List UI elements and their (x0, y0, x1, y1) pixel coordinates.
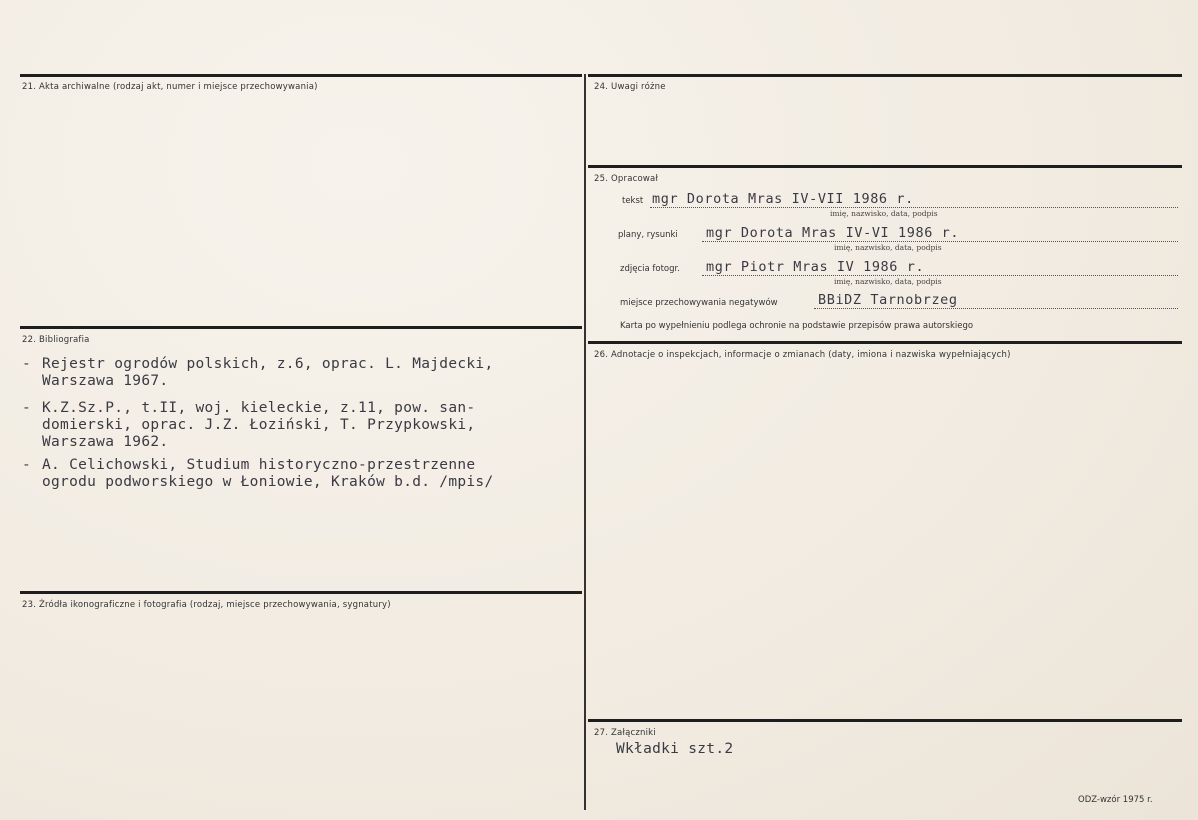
center-divider (584, 74, 586, 810)
bib-entry-2-line-2: domierski, oprac. J.Z. Łoziński, T. Przypkowski, (42, 417, 476, 433)
zdjecia-caption: imię, nazwisko, data, podpis (834, 277, 942, 286)
section-21-label: 21. Akta archiwalne (rodzaj akt, numer i miejsce przechowywania) (22, 82, 318, 92)
bib-entry-3-line-2: ogrodu podworskiego w Łoniowie, Kraków b.d. /mpis/ (42, 474, 494, 490)
bib-dash-3: - (22, 457, 31, 473)
bib-entry-1-line-2: Warszawa 1967. (42, 373, 169, 389)
top-rule-left (20, 74, 582, 77)
zdjecia-value: mgr Piotr Mras IV 1986 r. (706, 259, 925, 275)
plany-value: mgr Dorota Mras IV-VI 1986 r. (706, 225, 960, 241)
bib-dash-2: - (22, 400, 31, 416)
section-24-label: 24. Uwagi różne (594, 82, 666, 92)
tekst-dotted-line (650, 207, 1178, 208)
copyright-notice: Karta po wypełnieniu podlega ochronie na podstawie przepisów prawa autorskiego (620, 321, 974, 331)
form-code: ODZ-wzór 1975 r. (1078, 795, 1153, 805)
bib-entry-1-line-1: Rejestr ogrodów polskich, z.6, oprac. L. Majdecki, (42, 356, 494, 372)
section-25-rule (588, 165, 1182, 168)
bib-entry-2-line-1: K.Z.Sz.P., t.II, woj. kieleckie, z.11, pow. san- (42, 400, 476, 416)
section-27-label: 27. Załączniki (594, 728, 656, 738)
section-23-label: 23. Źródła ikonograficzne i fotografia (rodzaj, miejsce przechowywania, sygnatury) (22, 600, 391, 610)
bib-entry-2-line-3: Warszawa 1962. (42, 434, 169, 450)
tekst-label: tekst (622, 196, 644, 206)
tekst-caption: imię, nazwisko, data, podpis (830, 209, 938, 218)
bib-dash-1: - (22, 356, 31, 372)
zalaczniki-value: Wkładki szt.2 (616, 741, 734, 757)
negatywy-label: miejsce przechowywania negatywów (620, 298, 778, 308)
plany-caption: imię, nazwisko, data, podpis (834, 243, 942, 252)
negatywy-dotted-line (814, 308, 1178, 309)
negatywy-value: BBiDZ Tarnobrzeg (818, 292, 958, 308)
plany-label: plany, rysunki (618, 230, 678, 240)
section-22-label: 22. Bibliografia (22, 335, 90, 345)
zdjecia-dotted-line (702, 275, 1178, 276)
top-rule-right (588, 74, 1182, 77)
section-26-label: 26. Adnotacje o inspekcjach, informacje o zmianach (daty, imiona i nazwiska wypełniających) (594, 350, 1011, 360)
section-26-rule (588, 341, 1182, 344)
zdjecia-label: zdjęcia fotogr. (620, 264, 680, 274)
section-25-label: 25. Opracował (594, 174, 659, 184)
section-23-rule (20, 591, 582, 594)
section-27-rule (588, 719, 1182, 722)
section-22-rule (20, 326, 582, 329)
bib-entry-3-line-1: A. Celichowski, Studium historyczno-przestrzenne (42, 457, 476, 473)
tekst-value: mgr Dorota Mras IV-VII 1986 r. (652, 191, 914, 207)
plany-dotted-line (702, 241, 1178, 242)
